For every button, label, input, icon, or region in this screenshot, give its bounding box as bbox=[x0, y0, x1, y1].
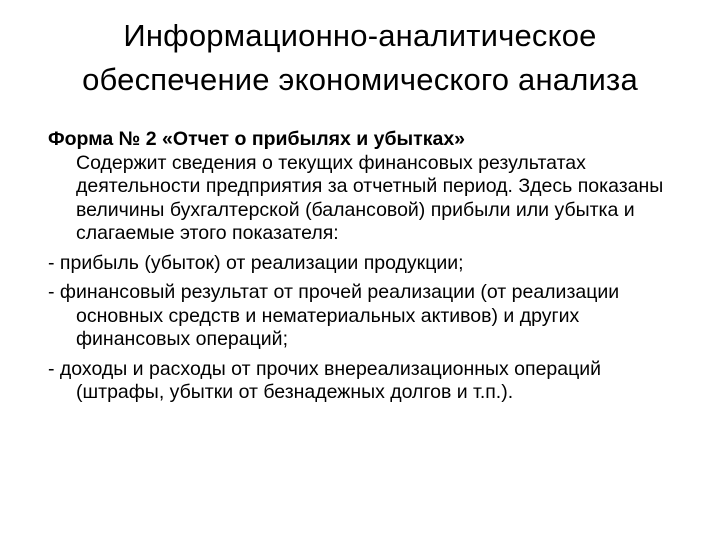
slide-title bbox=[20, 14, 700, 102]
list-item: - финансовый результат от прочей реализации (от реализации основных средств и нематериальных активов) и других финансовых операций; bbox=[48, 281, 620, 350]
slide-title-line-2: обеспечение экономического анализа bbox=[82, 62, 638, 97]
form-heading: Форма № 2 «Отчет о прибылях и убытках» bbox=[48, 128, 466, 150]
slide-body bbox=[48, 128, 688, 411]
list-item: - доходы и расходы от прочих внереализационных операций (штрафы, убытки от безнадежных долгов и т.п.). bbox=[48, 357, 602, 403]
list-item: - прибыль (убыток) от реализации продукции; bbox=[48, 251, 464, 274]
slide-title-line-1: Информационно-аналитическое bbox=[123, 18, 597, 53]
form-intro-paragraph bbox=[48, 128, 688, 246]
form-description: Содержит сведения о текущих финансовых результатах деятельности предприятия за отчетный период. Здесь показаны величины бухгалтерской (балансовой) прибыли или убытка и слагаемые этого показателя: bbox=[76, 151, 664, 244]
